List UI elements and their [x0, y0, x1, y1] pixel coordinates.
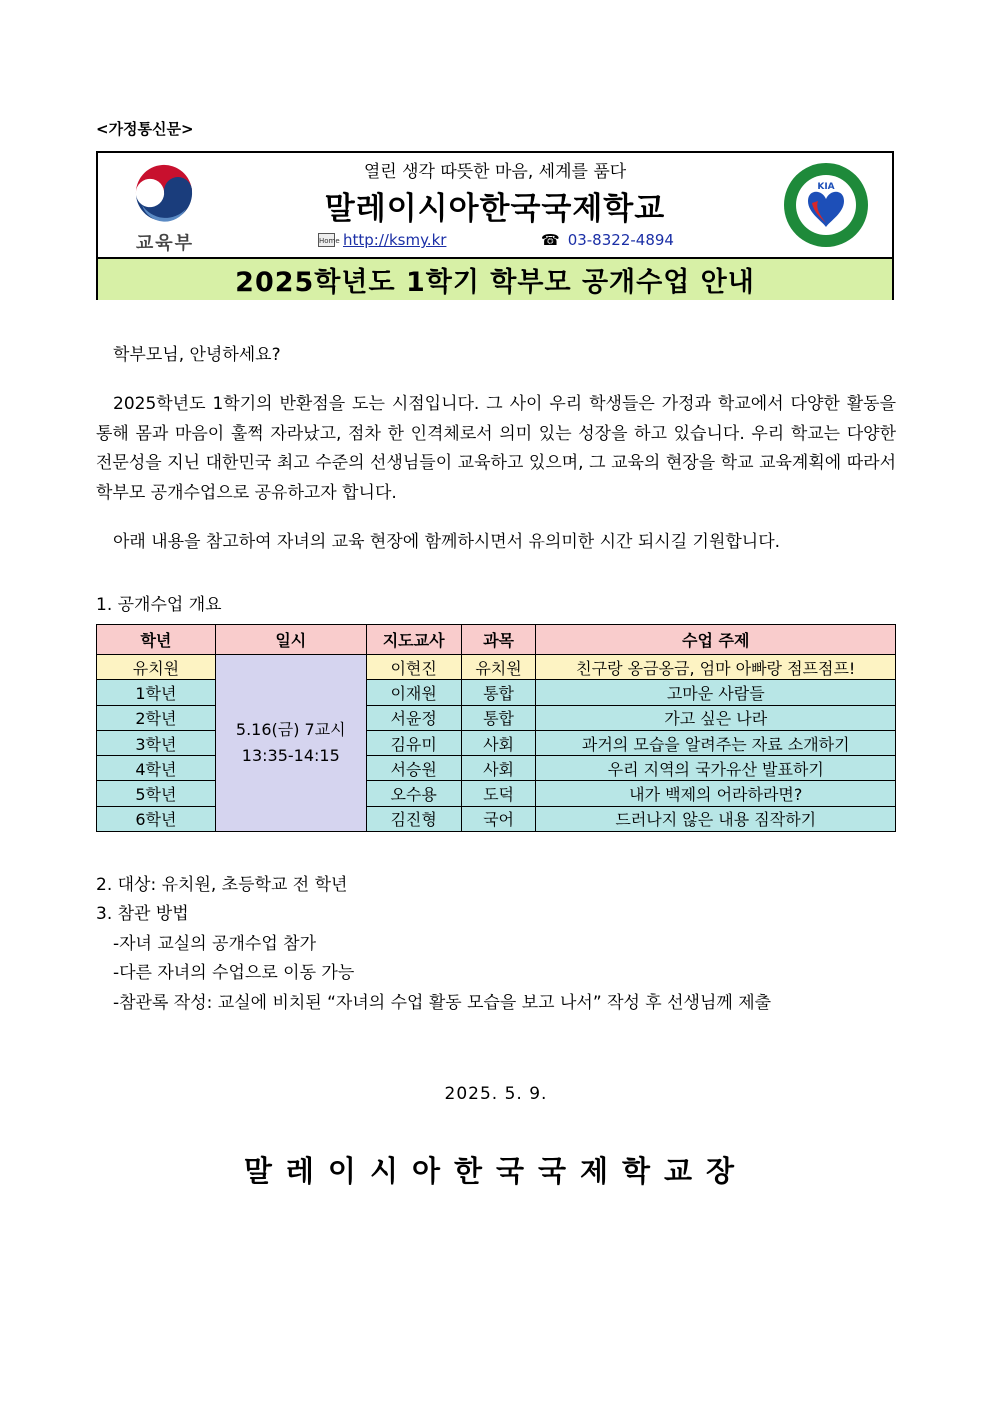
section-method-heading: 3. 참관 방법	[96, 904, 189, 925]
subject-cell: 도덕	[461, 781, 536, 806]
table-header-row	[97, 625, 896, 655]
subject-cell: 통합	[461, 705, 536, 730]
teacher-cell: 김유미	[366, 730, 461, 755]
svg-text:KIA: KIA	[817, 182, 835, 192]
website-link[interactable]	[318, 231, 446, 249]
grade-cell: 유치원	[97, 655, 216, 680]
sections-list	[96, 871, 771, 1018]
greeting	[96, 341, 896, 371]
grade-cell: 3학년	[97, 730, 216, 755]
teacher-cell: 김진형	[366, 806, 461, 831]
grade-cell: 4학년	[97, 756, 216, 781]
school-emblem-icon	[782, 161, 870, 249]
subject-cell: 통합	[461, 680, 536, 705]
datetime-cell	[215, 655, 366, 832]
topic-cell: 고마운 사람들	[536, 680, 896, 705]
document-type-label: <가정통신문>	[96, 120, 194, 138]
closing-paragraph: 아래 내용을 참고하여 자녀의 교육 현장에 함께하시면서 유의미한 시간 되시길 기원합니다.	[113, 532, 781, 552]
topic-cell: 친구랑 옹금옹금, 엄마 아빠랑 점프점프!	[536, 655, 896, 680]
ministry-label: 교육부	[135, 233, 195, 254]
grade-cell: 5학년	[97, 781, 216, 806]
topic-cell: 드러나지 않은 내용 짐작하기	[536, 806, 896, 831]
section-overview-heading: 1. 공개수업 개요	[96, 595, 222, 615]
topic-cell: 가고 싶은 나라	[536, 705, 896, 730]
issue-date: 2025. 5. 9.	[444, 1084, 548, 1104]
column-header-grade: 학년	[97, 625, 216, 655]
grade-cell: 1학년	[97, 680, 216, 705]
teacher-cell: 서승원	[366, 756, 461, 781]
teacher-cell: 오수용	[366, 781, 461, 806]
column-header-teacher: 지도교사	[366, 625, 461, 655]
greeting-text: 학부모님, 안녕하세요?	[113, 345, 281, 365]
topic-cell: 과거의 모습을 알려주는 자료 소개하기	[536, 730, 896, 755]
datetime-line2: 13:35-14:15	[241, 746, 340, 766]
letterhead	[96, 151, 894, 300]
subject-cell: 국어	[461, 806, 536, 831]
topic-cell: 내가 백제의 어라하라면?	[536, 781, 896, 806]
phone-number: 03-8322-4894	[567, 231, 674, 249]
subject-cell: 사회	[461, 756, 536, 781]
list-item: -참관록 작성: 교실에 비치된 “자녀의 수업 활동 모습을 보고 나서” 작성 후 선생님께 제출	[113, 992, 772, 1013]
list-item: -다른 자녀의 수업으로 이동 가능	[113, 963, 355, 984]
teacher-cell: 이현진	[366, 655, 461, 680]
subject-cell: 사회	[461, 730, 536, 755]
school-name: 말레이시아한국국제학교	[324, 191, 666, 227]
column-header-datetime: 일시	[215, 625, 366, 655]
open-class-schedule-table	[96, 624, 896, 832]
grade-cell: 2학년	[97, 705, 216, 730]
subject-cell: 유치원	[461, 655, 536, 680]
column-header-subject: 과목	[461, 625, 536, 655]
website-url[interactable]: http://ksmy.kr	[343, 231, 447, 249]
phone-icon: ☎	[541, 231, 560, 249]
teacher-cell: 이재원	[366, 680, 461, 705]
section-target: 2. 대상: 유치원, 초등학교 전 학년	[96, 875, 348, 895]
table-row	[97, 655, 896, 680]
grade-cell: 6학년	[97, 806, 216, 831]
phone-contact	[541, 231, 674, 249]
school-logo	[782, 161, 870, 249]
column-header-topic: 수업 주제	[536, 625, 896, 655]
notice-title: 2025학년도 1학기 학부모 공개수업 안내	[98, 257, 892, 300]
intro-paragraph: 2025학년도 1학기의 반환점을 도는 시점입니다. 그 사이 우리 학생들은 가정과 학교에서 다양한 활동을 통해 몸과 마음이 훌쩍 자라났고, 점차 한 인격체로서 의미 있는 성장을 하고 있습니다. 우리 학교는 다양한 전문성을 지닌 대한민국 최고 수준의 선생님들이 교육하고 있으며, 그 교육의 현장을 학교 교육계획에 따라서 학부모 공개수업으로 공유하고자 합니다.	[96, 394, 896, 503]
topic-cell: 우리 지역의 국가유산 발표하기	[536, 756, 896, 781]
list-item: -자녀 교실의 공개수업 참가	[113, 933, 316, 954]
datetime-line1: 5.16(금) 7교시	[235, 720, 346, 740]
home-icon: Home	[318, 233, 335, 247]
teacher-cell: 서윤정	[366, 705, 461, 730]
school-motto: 열린 생각 따뜻한 마음, 세계를 품다	[363, 162, 627, 182]
principal-signature: 말레이시아한국국제학교장	[243, 1154, 749, 1188]
letterhead-top	[98, 153, 892, 257]
